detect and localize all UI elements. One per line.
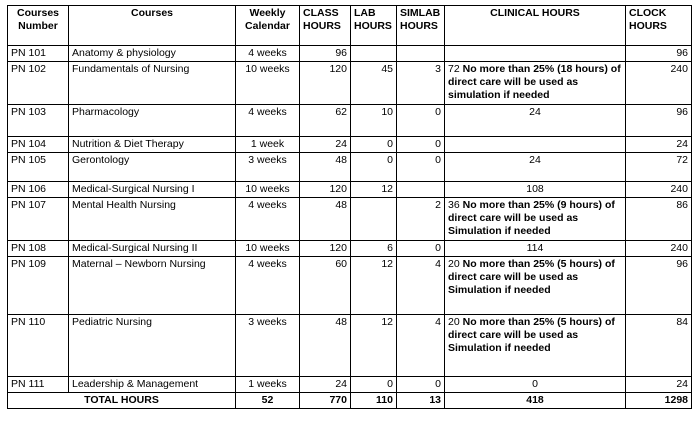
header-weekly-calendar: Weekly Calendar [236, 6, 300, 46]
course-number-cell: PN 110 [8, 315, 69, 377]
simlab-hours-cell: 0 [397, 153, 445, 182]
course-name-cell: Fundamentals of Nursing [69, 62, 236, 105]
table-row [8, 377, 692, 393]
clinical-hours-cell [445, 105, 626, 137]
simlab-hours-cell: 3 [397, 62, 445, 105]
course-name-cell: Medical-Surgical Nursing II [69, 241, 236, 257]
header-row [8, 6, 692, 46]
class-hours-cell: 48 [300, 198, 351, 241]
clinical-hours-cell [445, 315, 626, 377]
total-class: 770 [300, 393, 351, 409]
simlab-hours-cell: 2 [397, 198, 445, 241]
total-label: TOTAL HOURS [8, 393, 236, 409]
clinical-hours-cell [445, 46, 626, 62]
weekly-calendar-cell: 3 weeks [236, 315, 300, 377]
class-hours-cell: 120 [300, 182, 351, 198]
class-hours-cell: 62 [300, 105, 351, 137]
simlab-hours-cell [397, 46, 445, 62]
table-row [8, 46, 692, 62]
table-row [8, 182, 692, 198]
clock-hours-cell: 84 [626, 315, 692, 377]
clinical-simulation-note: No more than 25% (18 hours) of direct care will be used as simulation if needed [448, 63, 621, 101]
clinical-hours-value: 24 [529, 154, 541, 166]
clinical-hours-cell [445, 182, 626, 198]
class-hours-cell: 24 [300, 137, 351, 153]
course-number-cell: PN 107 [8, 198, 69, 241]
class-hours-cell: 120 [300, 241, 351, 257]
simlab-hours-cell [397, 182, 445, 198]
weekly-calendar-cell: 1 weeks [236, 377, 300, 393]
table-row [8, 198, 692, 241]
weekly-calendar-cell: 3 weeks [236, 153, 300, 182]
clinical-simulation-note: No more than 25% (5 hours) of direct care will be used as Simulation if needed [448, 258, 615, 296]
course-number-cell: PN 108 [8, 241, 69, 257]
simlab-hours-cell: 0 [397, 137, 445, 153]
clinical-hours-cell [445, 137, 626, 153]
clinical-hours-value: 72 [448, 63, 460, 75]
table-row [8, 137, 692, 153]
lab-hours-cell: 12 [351, 182, 397, 198]
simlab-hours-cell: 4 [397, 257, 445, 315]
lab-hours-cell: 0 [351, 137, 397, 153]
course-name-cell: Mental Health Nursing [69, 198, 236, 241]
lab-hours-cell: 6 [351, 241, 397, 257]
lab-hours-cell: 12 [351, 257, 397, 315]
clinical-hours-cell [445, 198, 626, 241]
class-hours-cell: 48 [300, 315, 351, 377]
clinical-hours-value: 114 [526, 242, 544, 254]
lab-hours-cell [351, 46, 397, 62]
course-number-cell: PN 104 [8, 137, 69, 153]
class-hours-cell: 48 [300, 153, 351, 182]
lab-hours-cell: 45 [351, 62, 397, 105]
total-row [8, 393, 692, 409]
weekly-calendar-cell: 4 weeks [236, 257, 300, 315]
course-name-cell: Maternal – Newborn Nursing [69, 257, 236, 315]
header-courses: Courses [69, 6, 236, 46]
table-row [8, 62, 692, 105]
course-name-cell: Pharmacology [69, 105, 236, 137]
course-hours-table-wrapper [7, 5, 692, 409]
course-number-cell: PN 105 [8, 153, 69, 182]
weekly-calendar-cell: 1 week [236, 137, 300, 153]
header-simlab-hours: SIMLAB HOURS [397, 6, 445, 46]
lab-hours-cell: 0 [351, 377, 397, 393]
clinical-hours-cell [445, 257, 626, 315]
table-row [8, 315, 692, 377]
clock-hours-cell: 240 [626, 182, 692, 198]
simlab-hours-cell: 0 [397, 241, 445, 257]
weekly-calendar-cell: 4 weeks [236, 198, 300, 241]
header-clock-hours: CLOCK HOURS [626, 6, 692, 46]
simlab-hours-cell: 4 [397, 315, 445, 377]
header-lab-hours: LAB HOURS [351, 6, 397, 46]
table-row [8, 153, 692, 182]
course-name-cell: Leadership & Management [69, 377, 236, 393]
clock-hours-cell: 72 [626, 153, 692, 182]
weekly-calendar-cell: 10 weeks [236, 182, 300, 198]
course-number-cell: PN 111 [8, 377, 69, 393]
clock-hours-cell: 240 [626, 62, 692, 105]
clock-hours-cell: 96 [626, 257, 692, 315]
table-row [8, 241, 692, 257]
clinical-hours-cell [445, 62, 626, 105]
lab-hours-cell: 10 [351, 105, 397, 137]
course-hours-table [7, 5, 692, 409]
weekly-calendar-cell: 4 weeks [236, 46, 300, 62]
clinical-simulation-note: No more than 25% (9 hours) of direct care will be used as Simulation if needed [448, 199, 615, 237]
clock-hours-cell: 96 [626, 46, 692, 62]
class-hours-cell: 60 [300, 257, 351, 315]
simlab-hours-cell: 0 [397, 105, 445, 137]
course-number-cell: PN 102 [8, 62, 69, 105]
lab-hours-cell: 0 [351, 153, 397, 182]
total-weeks: 52 [236, 393, 300, 409]
clinical-hours-cell [445, 377, 626, 393]
course-number-cell: PN 109 [8, 257, 69, 315]
clinical-hours-value: 108 [526, 183, 544, 195]
weekly-calendar-cell: 10 weeks [236, 241, 300, 257]
weekly-calendar-cell: 10 weeks [236, 62, 300, 105]
clock-hours-cell: 86 [626, 198, 692, 241]
course-name-cell: Nutrition & Diet Therapy [69, 137, 236, 153]
total-clock: 1298 [626, 393, 692, 409]
clock-hours-cell: 24 [626, 377, 692, 393]
course-name-cell: Medical-Surgical Nursing I [69, 182, 236, 198]
clinical-simulation-note: No more than 25% (5 hours) of direct care will be used as Simulation if needed [448, 316, 615, 354]
class-hours-cell: 24 [300, 377, 351, 393]
table-row [8, 105, 692, 137]
total-lab: 110 [351, 393, 397, 409]
clock-hours-cell: 96 [626, 105, 692, 137]
header-class-hours: CLASS HOURS [300, 6, 351, 46]
clock-hours-cell: 240 [626, 241, 692, 257]
total-clinical: 418 [445, 393, 626, 409]
clock-hours-cell: 24 [626, 137, 692, 153]
clinical-hours-value: 24 [529, 106, 541, 118]
table-body [8, 46, 692, 393]
header-clinical-hours: CLINICAL HOURS [445, 6, 626, 46]
simlab-hours-cell: 0 [397, 377, 445, 393]
total-simlab: 13 [397, 393, 445, 409]
clinical-hours-value: 36 [448, 199, 460, 211]
course-name-cell: Anatomy & physiology [69, 46, 236, 62]
clinical-hours-cell [445, 153, 626, 182]
clinical-hours-value: 0 [532, 378, 538, 390]
course-name-cell: Gerontology [69, 153, 236, 182]
class-hours-cell: 120 [300, 62, 351, 105]
course-number-cell: PN 101 [8, 46, 69, 62]
lab-hours-cell: 12 [351, 315, 397, 377]
clinical-hours-cell [445, 241, 626, 257]
weekly-calendar-cell: 4 weeks [236, 105, 300, 137]
table-row [8, 257, 692, 315]
course-number-cell: PN 106 [8, 182, 69, 198]
course-number-cell: PN 103 [8, 105, 69, 137]
class-hours-cell: 96 [300, 46, 351, 62]
header-course-number: Courses Number [8, 6, 69, 46]
course-name-cell: Pediatric Nursing [69, 315, 236, 377]
clinical-hours-value: 20 [448, 258, 460, 270]
lab-hours-cell [351, 198, 397, 241]
clinical-hours-value: 20 [448, 316, 460, 328]
